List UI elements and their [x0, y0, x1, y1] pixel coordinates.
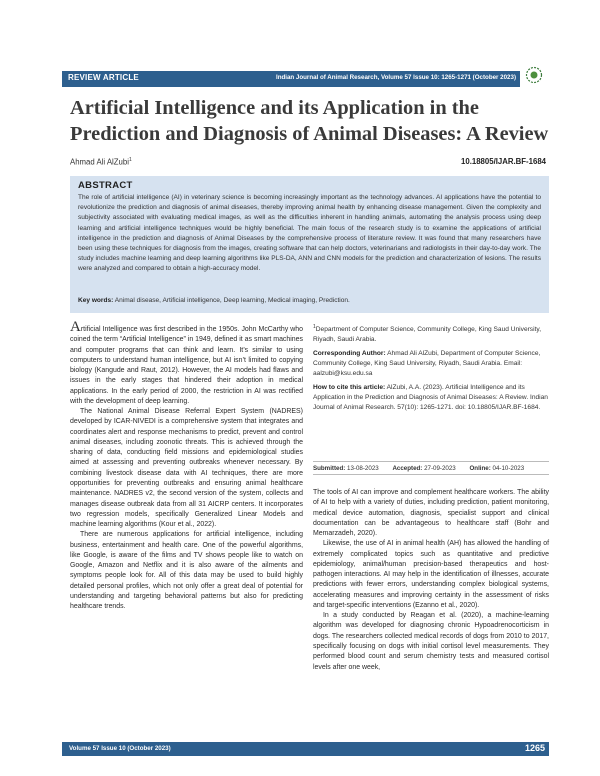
corresponding-author: Corresponding Author: Ahmad Ali AlZubi, Department of Computer Science, Community College, King Saud University, Riyadh, Saudi Arabia. Email: aalzubi@ksu.edu.sa [313, 349, 541, 378]
drop-cap: A [70, 319, 81, 335]
animal-health-paragraph: Likewise, the use of AI in animal health (AH) has allowed the handling of extremely complicated topics such as quantitative and predictive epidemiology, animal/human precision-based therapeutics and host-pathogen interactions. AI may help in the identification of illnesses, accurate predictions with fewer errors, understanding complex biological systems, accelerating measures and improving certainty in the assessment of risks and target-specific interventions (Ezanno et al., 2020). [313, 540, 549, 609]
page-footer-bar [62, 742, 549, 756]
article-info-block [313, 322, 549, 417]
article-title: Artificial Intelligence and its Application in the Prediction and Diagnosis of Animal Diseases: A Review [70, 97, 549, 145]
citation: How to cite this article: AlZubi, A.A. (2023). Artificial Intelligence and its Application in the Prediction and Diagnosis of Animal Diseases: A Review. Indian Journal of Animal Research. 57(10): 1265-1271. doi: 10.18805/IJAR.BF-1684. [313, 383, 548, 412]
study-paragraph: In a study conducted by Reagan et al. (2020), a machine-learning algorithm was developed for diagnosing chronic Hypoadrenocorticism in dogs. The researchers collected medical records of dogs from 2010 to 2017, specifically focusing on dogs with initial cortisol level measurements. They performed blood count and serum chemistry tests and measured cortisol levels after one week, [313, 612, 549, 671]
footer-issue: Volume 57 Issue 10 (October 2023) [69, 744, 171, 752]
keywords: Key words: Animal disease, Artificial intelligence, Deep learning, Medical imaging, Prediction. [78, 297, 350, 304]
applications-paragraph: There are numerous applications for artificial intelligence, including business, entertainment and health care. One of the powerful algorithms, like Google, is aware of the films and TV shows people like to watch on Google, Amazon and Netflix and it is also aware of the ailments and symptoms people look for. All of this data may be used to build highly detailed personal profiles, which not only offer a great deal of potential for understanding and targeting behavioral patterns but also for predicting healthcare trends. [70, 531, 303, 611]
publication-dates: Submitted: 13-08-2023 Accepted: 27-09-2023 Online: 04-10-2023 [313, 461, 549, 475]
doi-label: 10.18805/IJAR.BF-1684 [461, 157, 546, 166]
journal-logo-icon [525, 66, 543, 84]
nadres-paragraph: The National Animal Disease Referral Expert System (NADRES) developed by ICAR-NIVEDI is a comprehensive system that integrates and coordinates alert and response mechanisms to predict, prevent and control animal diseases, including zoonotic threats. This is achieved through the sharing of data, conducting field missions and epidemiological studies aimed at assessing and preventing outbreaks whenever necessary. By combining livestock disease data with AI techniques, there are more opportunities for preventing outbreaks and ensuring animal healthcare maintenance. NADRES v2, the second version of the system, collects and manages disease outbreak data from all 31 AICRP centers. It incorporates two regression models, specifically Generalized Linear Models and machine learning algorithms (Kour et al., 2022). [70, 408, 303, 529]
abstract-text: The role of artificial intelligence (AI) in veterinary science is becoming increasingly important as the technology advances. AI applications have the potential to revolutionize the prediction and diagnosis of animal diseases, thereby improving animal health by enhancing disease management. Given the complexity and subjectivity associated with evaluating medical images, as well as the difficulties inherent in handling animals, automating the analysis process using deep learning and artificial intelligence techniques would be highly beneficial. The main focus of the research study is to examine the applications of artificial intelligence in the prediction and diagnosis of Animal Diseases by the comprehensive process of literature review. It was found that many researchers have been using these techniques for diagnosis from the images, creating software that can help doctors, veterinarians and radiologists in their day-to-day work. The study includes machine learning and deep learning algorithms like PLS-DA, ANN and CNN models for the prediction and characterization of lesions. The results were analyzed and compared to obtain a high-accuracy model. [78, 194, 541, 273]
page-number: 1265 [524, 743, 545, 753]
author-name: Ahmad Ali AlZubi$^1$ [70, 157, 132, 167]
intro-paragraph: Artificial Intelligence was first described in the 1950s. John McCarthy who coined the term “Artificial Intelligence” in 1949, defined it as smart machines and computer programs that can think and learn. It’s similar to using computers to understand human intelligence, but AI isn’t limited to copying biology (Kangude and Raut, 2012). However, the AI models had flaws and issues in the early stages that hindered their adoption in medical applications. In the early period of 2000, the restriction in AI was rectified with the development of deep learning. [70, 319, 303, 405]
tools-paragraph: The tools of AI can improve and complement healthcare workers. The ability of AI to help with a variety of duties, including prediction, patient monitoring, medical device automation, diagnosis, specialist support and clinical documentation can be advantageous to healthcare staff (Bohr and Memarzadeh, 2020). [313, 489, 549, 538]
journal-citation-line: Indian Journal of Animal Research, Volume 57 Issue 10: 1265-1271 (October 2023) [275, 74, 516, 81]
abstract-box [70, 176, 549, 313]
journal-header-bar [62, 71, 520, 87]
article-type-label: REVIEW ARTICLE [68, 73, 139, 82]
right-body-column [313, 488, 549, 673]
affiliation: $^1$Department of Computer Science, Community College, King Saud University, Riyadh, Saudi Arabia. [313, 324, 542, 344]
abstract-heading: ABSTRACT [78, 180, 133, 191]
left-body-column [70, 319, 303, 612]
